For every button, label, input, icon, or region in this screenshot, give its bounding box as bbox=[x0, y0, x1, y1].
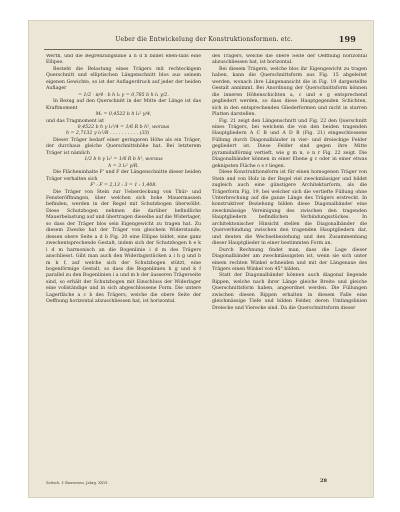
formula: 1/2 b h γ l₁² = 1/6 R b h², woraus bbox=[84, 157, 163, 163]
paragraph: Die Träger von Stein zur Ueberdeckung von Thür- und Fensteröffnungen, über welchen sich hohe Mauermassen befinden, werden in der Regel mit Schutzbogen überwölbt. Diese Schutzbogen nehmen die darüber befindliche Mauerbelastung auf und übertragen dieselbe auf die Widerlager, so dass der Träger blos sein Eigengewicht zu tragen hat. Zu diesem Zwecke hat der Träger von gleichem Widerstande, dessen obere Seite a d b Fig. 20 eine Ellipse bildet, eine ganz zweckentsprechende Gestalt, indem sich der Schutzbogen h e k i d m harmonisch an die Bogenlinie i d m des Trägers anschliesst. Gibt man auch den Widerlagsstücken a i h g und b m k f, auf welche sich der Schutzbogen stützt, eine bogenförmige Gestalt, so dass die Bogenlinien h g und k f parallel zu den Bogenlinien i a und m b der äusseren Trägerseite sind, so erhält der Schutzbogen mit Einschluss der Widerlager eine vollständige und in sich abgeschlossene Form. Die untere Lagerfläche a c b des Trägers, welche die obere Seite der Oeffnung horizontal abzuschliessen hat, ist horizontal. bbox=[46, 189, 201, 305]
formula: 0,4522 b h γ l₁²/4 = 1/6 R b h², woraus bbox=[77, 124, 170, 130]
formula: h = 3 l₁² γ/R. bbox=[108, 163, 139, 169]
paragraph: In Bezug auf den Querschnitt in der Mitte der Länge ist das Kraftmoment bbox=[46, 99, 201, 111]
right-column bbox=[212, 54, 367, 479]
paragraph: Statt der Diagonalbänder können auch diagonal liegende Rippen, welche nach ihrer Länge gleiche Breite und gleiche Querschnittsform haben, angeordnet werden. Die Füllungen zwischen diesen Rippen erhalten in diesem Falle eine gleichmässige Tiefe und bilden Felder, deren Umfangslinien Dreiecke und Vierecke sind. Da die Querschnittsform dieser bbox=[212, 273, 367, 311]
left-column bbox=[46, 54, 201, 479]
document-page bbox=[28, 20, 374, 498]
formula: = 1/2 · π/4 · b h l₁ γ = 0,785 b h l₁ γ/2. bbox=[78, 92, 169, 98]
paragraph: Dieser Träger bedarf einer geringeren Höhe als ein Träger, der durchaus gleiche Querschnittshöhe hat. Bei letzterem Träger ist nämlich bbox=[46, 137, 201, 156]
paragraph: Durch Rechnung findet man, dass die Lage dieser Diagonalbänder am zweckmässigsten ist, wenn sie sich unter einem rechten Winkel schneiden und mit der Längenaxe des Trägers einen Winkel von 45° bilden. bbox=[212, 247, 367, 272]
page-number: 199 bbox=[338, 34, 356, 44]
formula: Mₓ = 0,4522 b h l₁² γ/4, bbox=[95, 112, 152, 118]
running-title: Ueber die Entwickelung der Konstruktionsformen. etc. bbox=[115, 36, 293, 43]
paragraph: Die Flächeninhalte F' und F der Längenschnitte dieser beiden Träger verhalten sich bbox=[46, 170, 201, 182]
paragraph: Besteht die Belastung eines Trägers mit rechteckigem Querschnitt und elliptischen Längenschnitt blos aus seinem eigenen Gewichte, so ist der Auflagerdruck auf jeder der beiden Auflager bbox=[46, 66, 201, 92]
paragraph: des Trägers, welche die obere Seite der Oeffnung horizontal abzuschliessen hat, ist horizontal. bbox=[212, 54, 367, 66]
paragraph: Diese Konstruktionsform ist für einen homogenen Träger von Stein und von Holz in der Regel viel zweckmässiger und bildet zugleich auch eine günstigere Architekturform, als die Trägerform Fig. 19, bei welcher sich die vertiefte Füllung ohne Unterbrechung auf die ganze Länge des Trägers erstreckt. In konstruktiver Beziehung bilden diese Diagonalbänder eine zweckmässige Vereinigung des zwischen den tragenden Hauptgliedern befindlichen Verbindungsstückes. In architektonischer Hinsicht stellen die Diagonalbänder die Querverbindung zwischen den tragenden Hauptgliedern dar, und deuten die Wechselbeziehung und den Zusammenhang dieser Hauptglieder in einer bestimmten Form an. bbox=[212, 170, 367, 247]
signature-mark: 28 bbox=[320, 478, 327, 484]
paragraph: und das Tragmoment ist bbox=[46, 118, 105, 124]
running-header bbox=[46, 34, 362, 48]
paragraph: Fig. 21 zeigt den Längenschnitt und Fig. 22 den Querschnitt eines Trägers, bei welchem die von den beiden tragenden Hauptgliedern A C B und A D B (Fig. 21) eingeschlossene Füllung durch Diagonalbänder in vier- und dreieckige Felder gegliedert ist. Diese Felder sind gegen ihre Mitte pyramidalförmig vertieft, wie g m n, o n r Fig. 22 zeigt. Die Diagonalbänder können in einer Ebene g c oder in einer etwas geknipsten Fläche o s r liegen. bbox=[212, 118, 367, 169]
footnote: Zeitsch. f. Bauwesen. Jahrg. XXVI. bbox=[46, 481, 109, 485]
formula: h = 2,7132 γ l₁²/R . . . . . . . . . . (33) bbox=[66, 131, 150, 137]
header-rule bbox=[44, 49, 362, 50]
paragraph: Werth, und die Begrenzungslinie a n d b bildet eben-falls eine Ellipse. bbox=[46, 54, 201, 66]
formula: F' : F = 2,13 : 3 = 1 : 1,408. bbox=[90, 183, 157, 189]
paragraph: Bei diesem Trägern, welche blos ihr Eigengewicht zu tragen haben, kann die Querschnittsform aus Fig. 15 abgeleitet werden, wonach ihre Längenansicht die in Fig. 19 dargestellte Gestalt annimmt. Bei Anordnung der Querschnittsform können die inneren Höhenschichten a, c und e g entsprechend gegliedert werden, so dass diese Hauptgegenden Schichten, sich in den entsprechenden Gliederformen und nicht in starren Platten darstellen. bbox=[212, 66, 367, 118]
